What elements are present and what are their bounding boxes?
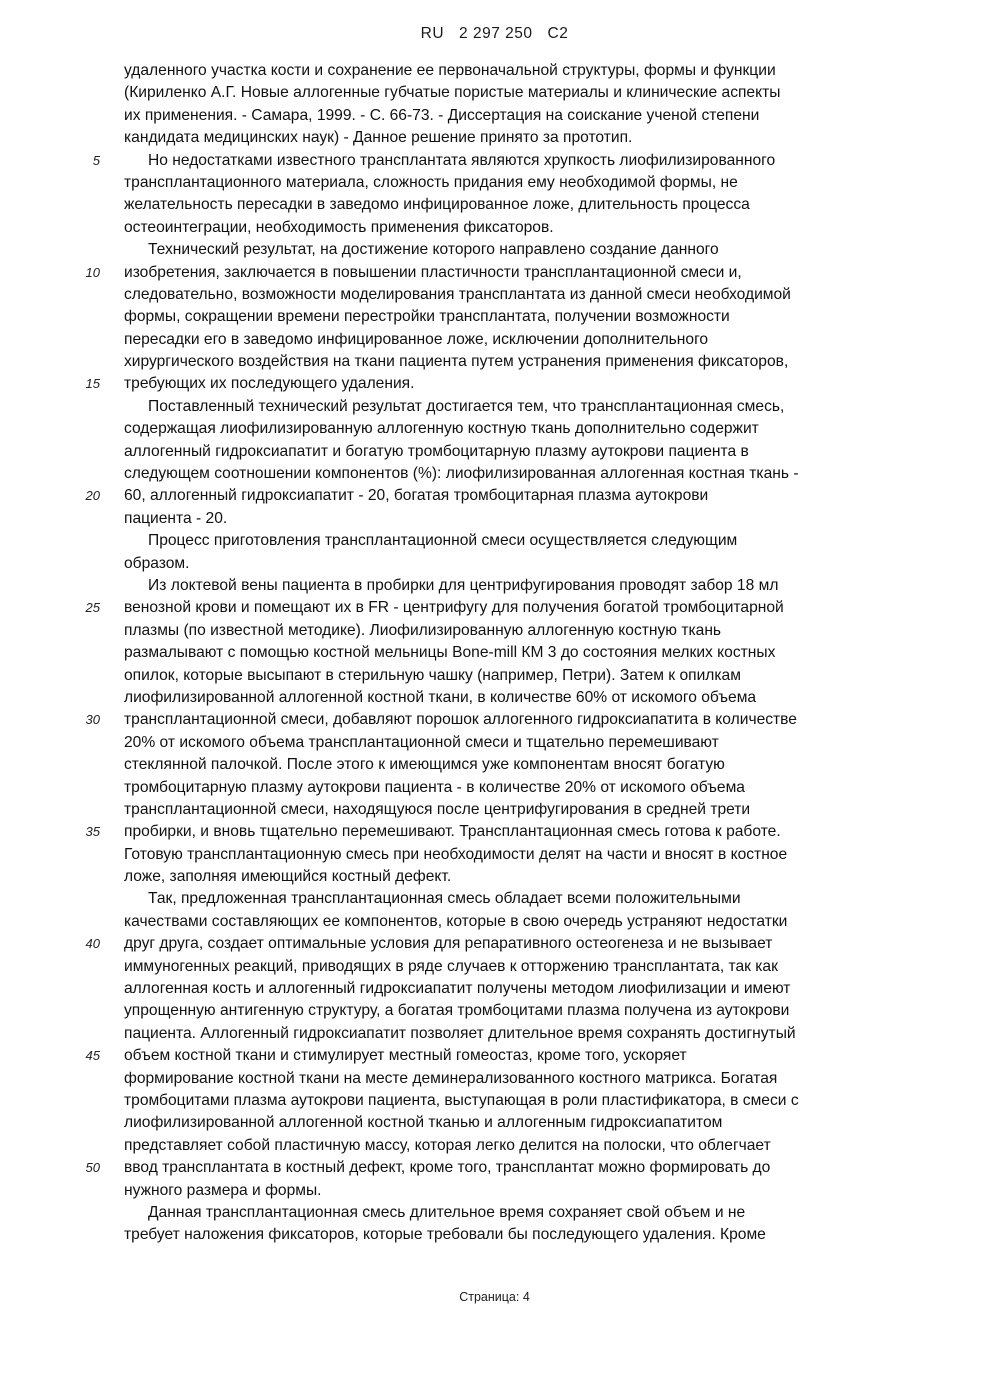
country-code: RU [420, 25, 445, 42]
line-text: Но недостатками известного трансплантата являются хрупкость лиофилизированного [148, 151, 776, 169]
text-line [0, 1202, 989, 1224]
line-text: изобретения, заключается в повышении пластичности трансплантационной смеси и, [124, 263, 742, 281]
line-text: (Кириленко А.Г. Новые аллогенные губчатые пористые материалы и клинические аспекты [124, 84, 781, 102]
text-line [0, 933, 989, 955]
text-line [0, 239, 989, 261]
line-number: 20 [85, 488, 100, 504]
text-line [0, 463, 989, 485]
line-number: 10 [85, 264, 100, 280]
line-text: объем костной ткани и стимулирует местный гомеостаз, кроме того, ускоряет [124, 1047, 687, 1065]
text-line [0, 508, 989, 530]
line-text: друг друга, создает оптимальные условия для репаративного остеогенеза и не вызывает [124, 935, 773, 953]
line-text: требующих их последующего удаления. [124, 375, 415, 393]
text-line [0, 284, 989, 306]
line-text: аллогенный гидроксиапатит и богатую тромбоцитарную плазму аутокрови пациента в [124, 442, 749, 460]
text-line [0, 127, 989, 149]
line-text: пациента - 20. [124, 509, 228, 527]
line-text: трансплантационного материала, сложность придания ему необходимой формы, не [124, 173, 738, 191]
line-text: кандидата медицинских наук) - Данное решение принято за прототип. [124, 129, 633, 147]
line-number: 45 [85, 1048, 100, 1064]
text-line [0, 1090, 989, 1112]
text-line [0, 553, 989, 575]
line-text: формы, сокращении времени перестройки трансплантата, получении возможности [124, 308, 730, 326]
line-text: 60, аллогенный гидроксиапатит - 20, богатая тромбоцитарная плазма аутокрови [124, 487, 709, 505]
text-line [0, 1045, 989, 1067]
text-line [0, 799, 989, 821]
text-line [0, 978, 989, 1000]
text-line [0, 732, 989, 754]
text-line [0, 82, 989, 104]
line-number: 30 [85, 712, 100, 728]
line-text: Поставленный технический результат достигается тем, что трансплантационная смесь, [148, 397, 785, 415]
line-text: 20% от искомого объема трансплантационной смеси и тщательно перемешивают [124, 733, 719, 751]
text-line [0, 351, 989, 373]
line-text: плазмы (по известной методике). Лиофилизированную аллогенную костную ткань [124, 621, 722, 639]
text-line [0, 1068, 989, 1090]
line-text: иммуногенных реакций, приводящих в ряде случаев к отторжению трансплантата, так как [124, 957, 778, 975]
line-text: венозной крови и помещают их в FR - центрифугу для получения богатой тромбоцитарной [124, 599, 784, 617]
text-line [0, 530, 989, 552]
line-text: следовательно, возможности моделирования трансплантата из данной смеси необходимой [124, 285, 791, 303]
text-line [0, 911, 989, 933]
text-line [0, 441, 989, 463]
line-number: 15 [85, 376, 100, 392]
line-text: качествами составляющих ее компонентов, которые в свою очередь устраняют недостатки [124, 912, 788, 930]
line-text: представляет собой пластичную массу, которая легко делится на полоски, что облегчает [124, 1136, 771, 1154]
line-text: ложе, заполняя имеющийся костный дефект. [124, 868, 452, 886]
text-line [0, 754, 989, 776]
line-text: содержащая лиофилизированную аллогенную костную ткань дополнительно содержит [124, 420, 759, 438]
line-text: их применения. - Самара, 1999. - С. 66-73. - Диссертация на соискание ученой степени [124, 106, 760, 124]
text-line [0, 1157, 989, 1179]
text-line [0, 485, 989, 507]
text-line [0, 642, 989, 664]
text-line [0, 575, 989, 597]
line-text: Из локтевой вены пациента в пробирки для центрифугирования проводят забор 18 мл [148, 576, 779, 594]
text-line [0, 217, 989, 239]
text-line [0, 777, 989, 799]
text-line [0, 1180, 989, 1202]
text-line [0, 329, 989, 351]
line-text: размалывают с помощью костной мельницы Bone-mill КМ 3 до состояния мелких костных [124, 644, 776, 662]
text-line [0, 60, 989, 82]
line-text: пробирки, и вновь тщательно перемешивают. Трансплантационная смесь готова к работе. [124, 823, 781, 841]
line-text: лиофилизированной аллогенной костной ткани, в количестве 60% от искомого объема [124, 688, 757, 706]
text-line [0, 597, 989, 619]
line-text: требует наложения фиксаторов, которые требовали бы последующего удаления. Кроме [124, 1226, 766, 1244]
line-text: тромбоцитарную плазму аутокрови пациента - в количестве 20% от искомого объема [124, 778, 745, 796]
body-lines [0, 60, 989, 1247]
line-text: остеоинтеграции, необходимость применения фиксаторов. [124, 218, 554, 236]
line-text: нужного размера и формы. [124, 1181, 322, 1199]
line-number: 35 [85, 824, 100, 840]
kind-code: C2 [547, 25, 569, 42]
page-number-label: Страница: 4 [459, 1290, 530, 1304]
line-text: формирование костной ткани на месте деминерализованного костного матрикса. Богатая [124, 1069, 778, 1087]
text-line [0, 844, 989, 866]
text-line [0, 1112, 989, 1134]
line-text: хирургического воздействия на ткани пациента путем устранения применения фиксаторов, [124, 353, 789, 371]
line-text: Процесс приготовления трансплантационной смеси осуществляется следующим [148, 532, 738, 550]
line-text: опилок, которые высыпают в стерильную чашку (например, Петри). Затем к опилкам [124, 666, 741, 684]
text-line [0, 821, 989, 843]
text-line [0, 1224, 989, 1246]
text-line [0, 888, 989, 910]
line-text: Готовую трансплантационную смесь при необходимости делят на части и вносят в костное [124, 845, 788, 863]
line-text: желательность пересадки в заведомо инфицированное ложе, длительность процесса [124, 196, 750, 214]
line-number: 40 [85, 936, 100, 952]
text-line [0, 687, 989, 709]
text-line [0, 150, 989, 172]
text-line [0, 262, 989, 284]
text-line [0, 665, 989, 687]
line-text: трансплантационной смеси, добавляют порошок аллогенного гидроксиапатита в количестве [124, 711, 797, 729]
line-text: Данная трансплантационная смесь длительное время сохраняет свой объем и не [148, 1203, 746, 1221]
text-line [0, 306, 989, 328]
line-text: удаленного участка кости и сохранение ее первоначальной структуры, формы и функции [124, 62, 776, 79]
line-text: пересадки его в заведомо инфицированное ложе, исключении дополнительного [124, 330, 709, 348]
line-text: пациента. Аллогенный гидроксиапатит позволяет длительное время сохранять достигнутый [124, 1024, 796, 1042]
text-line [0, 1023, 989, 1045]
line-text: образом. [124, 554, 190, 572]
line-text: лиофилизированной аллогенной костной тканью и аллогенным гидроксиапатитом [124, 1114, 723, 1132]
line-text: аллогенная кость и аллогенный гидроксиапатит получены методом лиофилизации и имеют [124, 980, 791, 998]
text-line [0, 373, 989, 395]
line-text: Технический результат, на достижение которого направлено создание данного [148, 241, 719, 259]
text-line [0, 194, 989, 216]
line-text: трансплантационной смеси, находящуюся после центрифугирования в средней трети [124, 800, 751, 818]
text-line [0, 620, 989, 642]
publication-number: 2 297 250 [459, 25, 533, 42]
line-text: ввод трансплантата в костный дефект, кроме того, трансплантат можно формировать до [124, 1159, 771, 1177]
line-text: следующем соотношении компонентов (%): лиофилизированная аллогенная костная ткань - [124, 465, 799, 483]
line-text: Так, предложенная трансплантационная смесь обладает всеми положительными [148, 890, 741, 908]
page-footer [0, 1290, 989, 1304]
text-line [0, 709, 989, 731]
line-number: 25 [85, 600, 100, 616]
text-line [0, 396, 989, 418]
text-line [0, 105, 989, 127]
text-line [0, 172, 989, 194]
line-number: 50 [85, 1160, 100, 1176]
line-number: 5 [92, 152, 100, 168]
text-line [0, 1135, 989, 1157]
document-header [0, 25, 989, 43]
text-line [0, 866, 989, 888]
line-text: упрощенную антигенную структуру, а богатая тромбоцитами плазма получена из аутокрови [124, 1002, 790, 1020]
text-line [0, 418, 989, 440]
text-line [0, 956, 989, 978]
line-text: тромбоцитами плазма аутокрови пациента, выступающая в роли пластификатора, в смеси с [124, 1091, 799, 1109]
text-line [0, 1000, 989, 1022]
line-text: стеклянной палочкой. После этого к имеющимся уже компонентам вносят богатую [124, 756, 725, 774]
